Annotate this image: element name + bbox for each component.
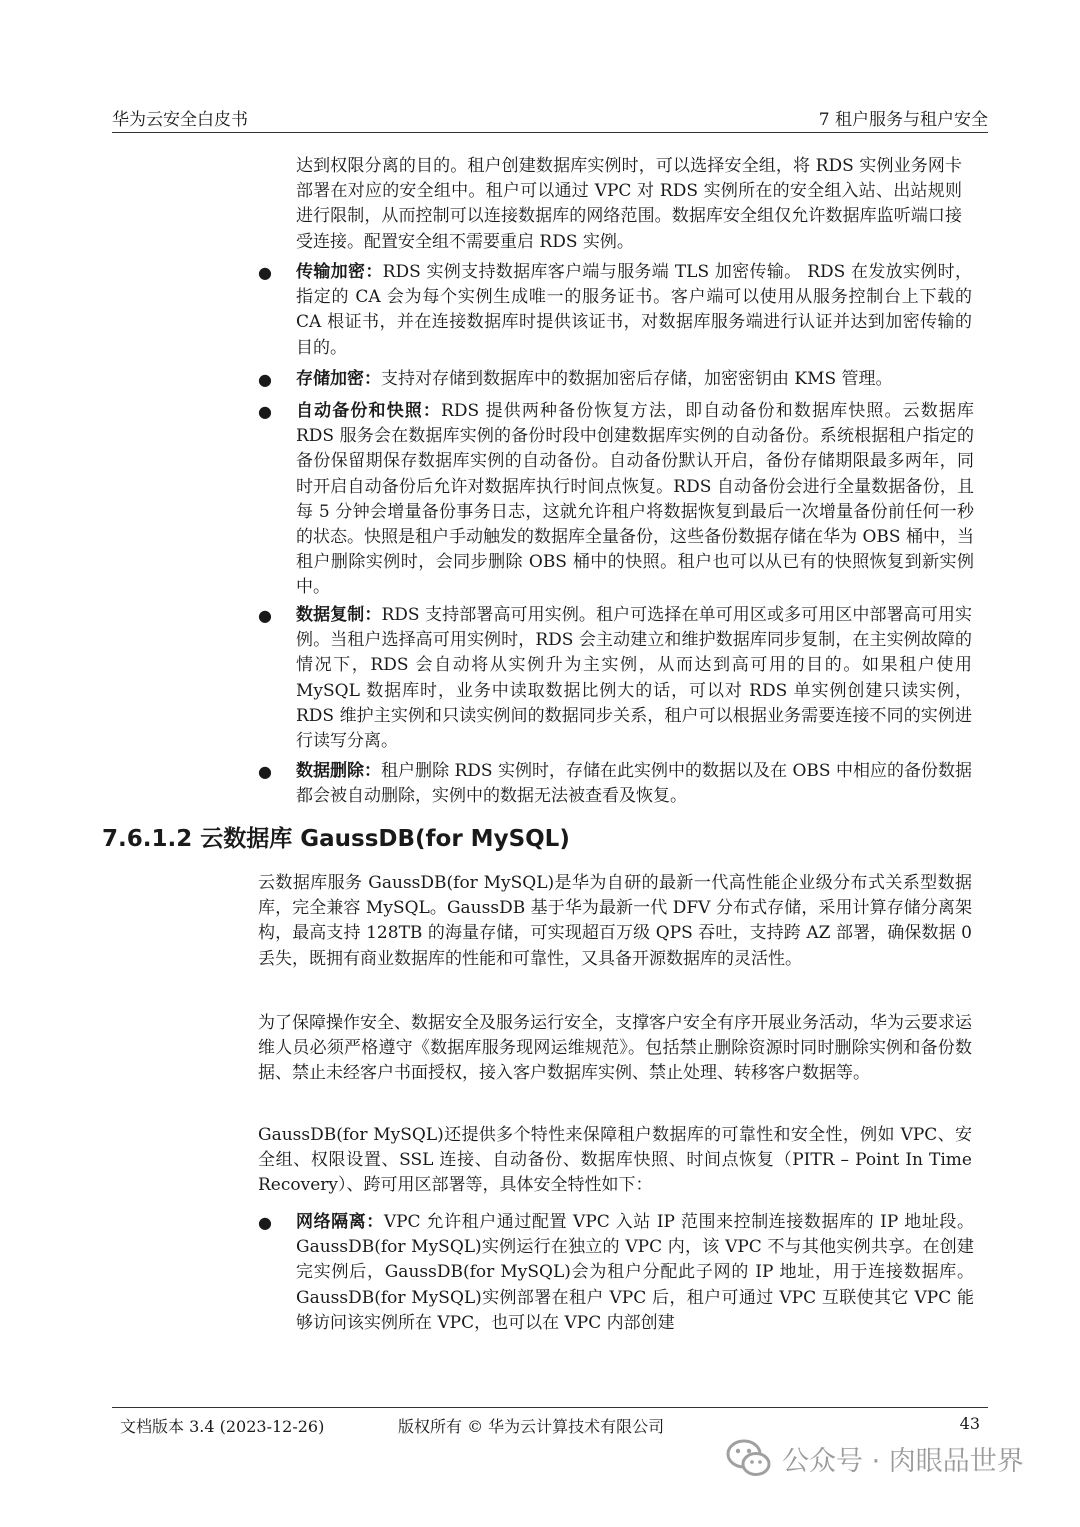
list-item-auto-backup: [296, 399, 974, 601]
bullet-dot: ●: [258, 370, 272, 389]
list-item-transport-encryption: [296, 260, 972, 361]
page-number: 43: [959, 1414, 980, 1433]
body-paragraph: 云数据库服务 GaussDB(for MySQL)是华为自研的最新一代高性能企业级分布式关系型数据库，完全兼容 MySQL。GaussDB 基于华为最新一代 DFV 分布式存储，采用计算存储分离架构，最高支持 128TB 的海量存储，可实现超百万级 QPS 吞吐，支持跨 AZ 部署，确保数据 0 丢失，既拥有商业数据库的性能和可靠性，又具备开源数据库的灵活性。: [258, 873, 972, 969]
bullet-dot: ●: [258, 1213, 272, 1232]
bullet-dot: ●: [258, 762, 272, 781]
bullet-text: 租户删除 RDS 实例时，存储在此实例中的数据以及在 OBS 中相应的备份数据都会被自动删除，实例中的数据无法被查看及恢复。: [296, 761, 973, 807]
list-item-storage-encryption: [296, 367, 966, 392]
bullet-lead: 网络隔离：: [296, 1212, 384, 1232]
bullet-lead: 传输加密：: [296, 262, 383, 282]
bullet-lead: 自动备份和快照：: [296, 401, 442, 421]
body-paragraph: 为了保障操作安全、数据安全及服务运行安全，支撑客户安全有序开展业务活动，华为云要求运维人员必须严格遵守《数据库服务现网运维规范》。包括禁止删除资源时同时删除实例和备份数据、禁止未经客户书面授权，接入客户数据库实例、禁止处理、转移客户数据等。: [258, 1013, 972, 1084]
bullet-lead: 数据复制：: [296, 605, 382, 625]
header-doc-title: 华为云安全白皮书: [112, 110, 248, 130]
list-item-network-isolation: [296, 1210, 974, 1336]
bullet-dot: ●: [258, 606, 272, 625]
header-chapter-title: 7 租户服务与租户安全: [818, 110, 988, 130]
bullet-dot: ●: [258, 402, 272, 421]
continuation-paragraph: 达到权限分离的目的。租户创建数据库实例时，可以选择安全组，将 RDS 实例业务网卡部署在对应的安全组中。租户可以通过 VPC 对 RDS 实例所在的安全组入站、出站规则进行限制，从而控制可以连接数据库的网络范围。数据库安全组仅允许数据库监听端口接受连接。配置安全组不需要重启 RDS 实例。: [296, 156, 962, 252]
body-paragraph: GaussDB(for MySQL)还提供多个特性来保障租户数据库的可靠性和安全性，例如 VPC、安全组、权限设置、SSL 连接、自动备份、数据库快照、时间点恢复（PITR – Point In Time Recovery）、跨可用区部署等，具体安全特性如下：: [258, 1125, 972, 1196]
footer-version: 文档版本 3.4 (2023-12-26): [120, 1417, 325, 1436]
bullet-text: RDS 提供两种备份恢复方法，即自动备份和数据库快照。云数据库 RDS 服务会在数据库实例的备份时段中创建数据库实例的自动备份。系统根据租户指定的备份保留期保存数据库实例的自动备份。自动备份默认开启，备份存储期限最多两年，同时开启自动备份后允许对数据库执行时间点恢复。RDS 自动备份会进行全量数据备份，且每 5 分钟会增量备份事务日志，这就允许租户将数据恢复到最后一次增量备份前任何一秒的状态。快照是租户手动触发的数据库全量备份，这些备份数据存储在华为 OBS 桶中，当租户删除实例时，会同步删除 OBS 桶中的快照。租户也可以从已有的快照恢复到新实例中。: [296, 401, 975, 598]
section-heading: 7.6.1.2 云数据库 GaussDB(for MySQL): [102, 826, 570, 852]
bullet-text: RDS 支持部署高可用实例。租户可选择在单可用区或多可用区中部署高可用实例。当租户选择高可用实例时，RDS 会主动建立和维护数据库同步复制，在主实例故障的情况下，RDS 会自动将从实例升为主实例，从而达到高可用的目的。如果租户使用 MySQL 数据库时，业务中读取数据比例大的话，可以对 RDS 单实例创建只读实例，RDS 维护主实例和只读实例间的数据同步关系，租户可以根据业务需要连接不同的实例进行读写分离。: [296, 605, 973, 752]
list-item-data-deletion: [296, 759, 972, 809]
bullet-text: VPC 允许租户通过配置 VPC 入站 IP 范围来控制连接数据库的 IP 地址段。GaussDB(for MySQL)实例运行在独立的 VPC 内，该 VPC 不与其他实例共享。在创建完实例后，GaussDB(for MySQL)会为租户分配此子网的 IP 地址，用于连接数据库。GaussDB(for MySQL)实例部署在租户 VPC 后，租户可通过 VPC 互联使其它 VPC 能够访问该实例所在 VPC，也可以在 VPC 内部创建: [296, 1212, 974, 1333]
page-header: [112, 104, 988, 133]
list-item-data-replication: [296, 603, 972, 754]
watermark-text: 公众号 · 肉眼品世界: [782, 1445, 1024, 1477]
wechat-icon: [726, 1438, 772, 1478]
bullet-lead: 数据删除：: [296, 761, 382, 781]
footer-copyright: 版权所有 © 华为云计算技术有限公司: [398, 1417, 665, 1436]
bullet-lead: 存储加密：: [296, 369, 381, 389]
bullet-text: 支持对存储到数据库中的数据加密后存储，加密密钥由 KMS 管理。: [381, 369, 893, 389]
watermark: [726, 1430, 1024, 1486]
bullet-dot: ●: [258, 263, 272, 282]
bullet-text: RDS 实例支持数据库客户端与服务端 TLS 加密传输。 RDS 在发放实例时，指定的 CA 会为每个实例生成唯一的服务证书。客户端可以使用从服务控制台上下载的 CA 根证书，并在连接数据库时提供该证书，对数据库服务端进行认证并达到加密传输的目的。: [296, 262, 972, 358]
